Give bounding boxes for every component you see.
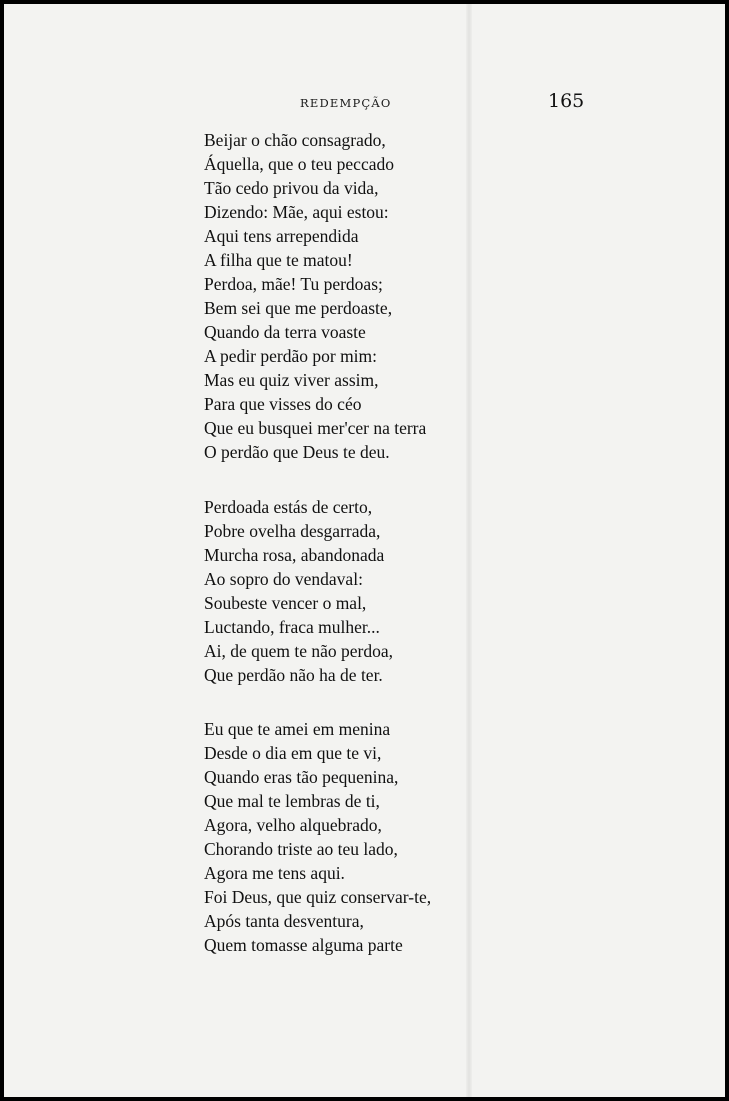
poem-line: Áquella, que o teu peccado [204,154,394,174]
page-number: 165 [548,90,585,112]
poem-line: Quem tomasse alguma parte [204,935,403,955]
poem-line: Dizendo: Mãe, aqui estou: [204,202,389,222]
poem-line: Murcha rosa, abandonada [204,544,385,565]
poem-line: Que eu busquei mer'cer na terra [204,418,427,438]
poem-line: Agora me tens aqui. [204,863,345,883]
poem-line: O perdão que Deus te deu. [204,442,390,462]
poem-line: Para que visses do céo [204,394,362,414]
poem-line: Mas eu quiz viver assim, [204,370,379,390]
poem-line: A pedir perdão por mim: [204,346,378,366]
poem-line: Bem sei que me perdoaste, [204,298,393,318]
stanza-2 [204,495,504,687]
poem-line: Luctando, fraca mulher... [204,616,380,637]
poem-line: Perdoa, mãe! Tu perdoas; [204,274,383,294]
poem-line: Que mal te lembras de ti, [204,791,380,811]
stanza-1 [204,128,504,464]
running-header: REDEMPÇÃO [300,96,392,110]
poem-line: Pobre ovelha desgarrada, [204,520,381,541]
poem-line: Ao sopro do vendaval: [204,568,363,589]
poem-line: Ai, de quem te não perdoa, [204,640,394,661]
poem-line: Soubeste vencer o mal, [204,592,367,613]
poem-line: Chorando triste ao teu lado, [204,839,398,859]
poem-line: Quando da terra voaste [204,322,366,342]
poem-line: Desde o dia em que te vi, [204,743,382,763]
poem-line: Foi Deus, que quiz conservar-te, [204,887,432,907]
poem-line: Após tanta desventura, [204,911,364,931]
poem-line: Perdoada estás de certo, [204,496,373,517]
poem-line: Que perdão não ha de ter. [204,664,383,685]
poem-line: A filha que te matou! [204,250,353,270]
book-page [4,4,725,1097]
poem-line: Agora, velho alquebrado, [204,815,382,835]
poem-line: Aqui tens arrependida [204,226,359,246]
poem-line: Tão cedo privou da vida, [204,178,379,198]
stanza-3 [204,717,504,957]
poem-line: Quando eras tão pequenina, [204,767,399,787]
poem-line: Beijar o chão consagrado, [204,130,386,150]
poem-line: Eu que te amei em menina [204,719,391,739]
poem-text [204,128,504,988]
